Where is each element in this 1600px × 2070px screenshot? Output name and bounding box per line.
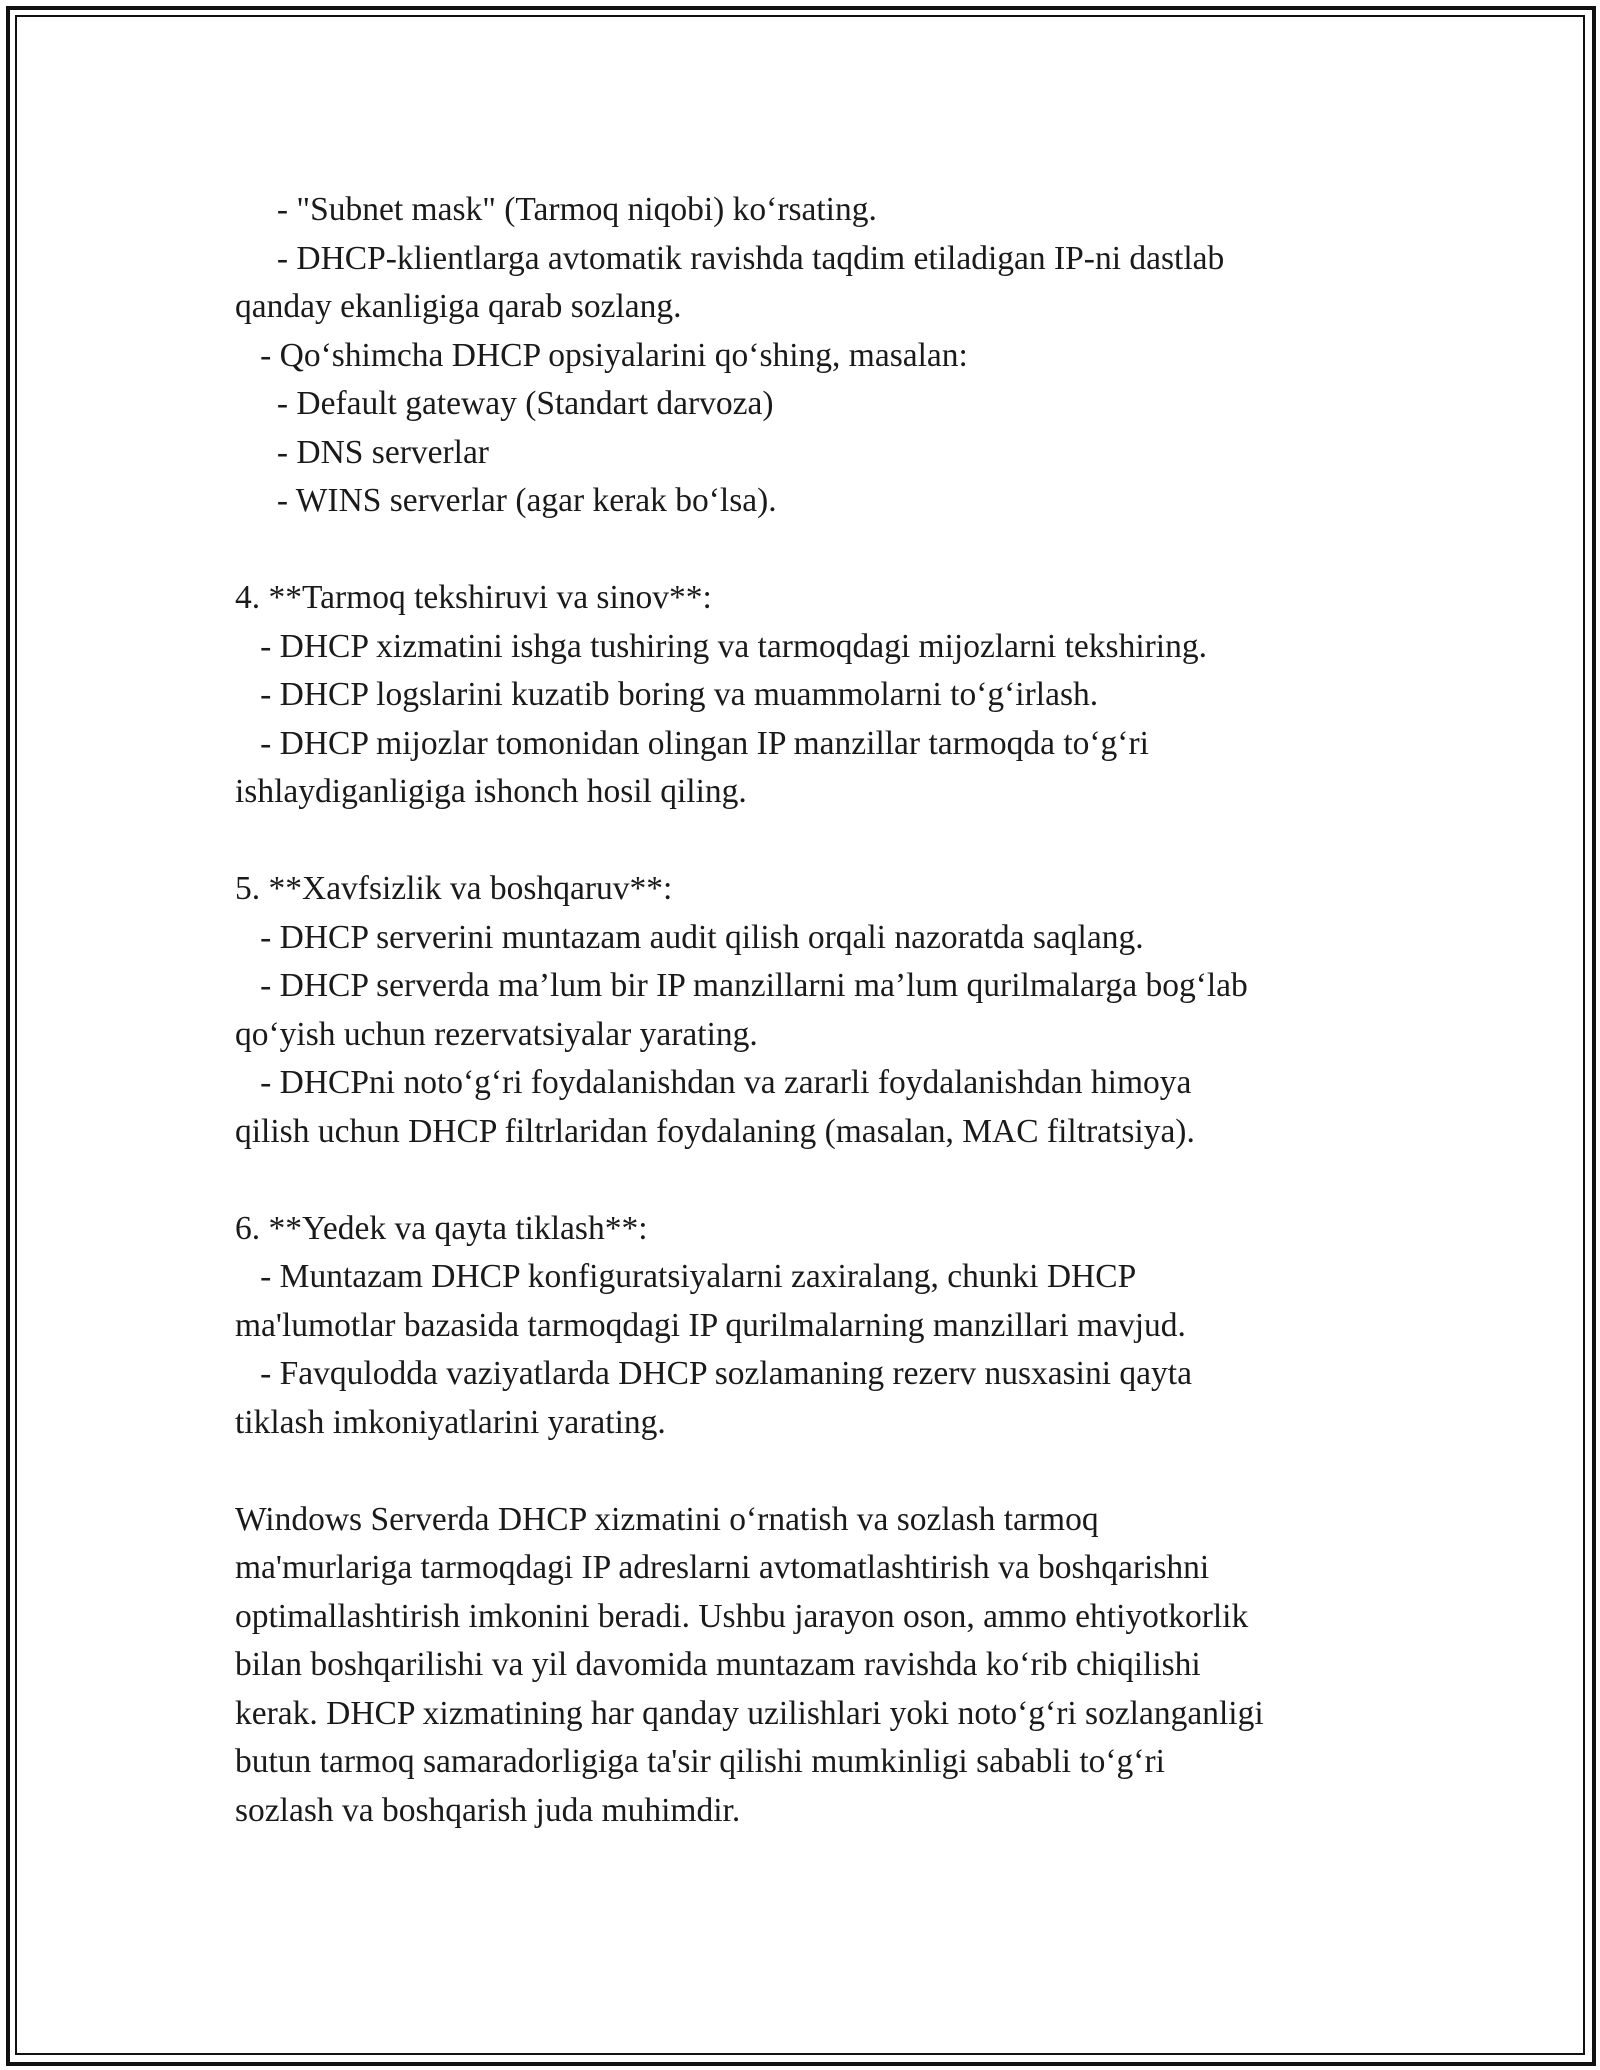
conclusion-line: butun tarmoq samaradorligiga ta'sir qilishi mumkinligi sababli to‘g‘ri xyxy=(235,1743,1165,1780)
text-line: qilish uchun DHCP filtrlaridan foydalaning (masalan, MAC filtratsiya). xyxy=(235,1112,1195,1150)
text-line: - DHCP-klientlarga avtomatik ravishda taqdim etiladigan IP-ni dastlab xyxy=(235,239,1225,277)
text-line: - Favqulodda vaziyatlarda DHCP sozlamaning rezerv nusxasini qayta xyxy=(235,1355,1192,1392)
section-heading: 6. **Yedek va qayta tiklash**: xyxy=(235,1209,648,1247)
conclusion-line: sozlash va boshqarish juda muhimdir. xyxy=(235,1791,741,1829)
text-line: - WINS serverlar (agar kerak bo‘lsa). xyxy=(235,482,777,519)
text-line: qanday ekanligiga qarab sozlang. xyxy=(235,288,682,325)
text-line: - DHCP xizmatini ishga tushiring va tarmoqdagi mijozlarni tekshiring. xyxy=(235,627,1207,665)
text-line: - DHCP mijozlar tomonidan olingan IP manzillar tarmoqda to‘g‘ri xyxy=(235,724,1149,762)
blank-line xyxy=(235,1447,1385,1496)
text-line: - Default gateway (Standart darvoza) xyxy=(235,385,774,422)
text-line: - DHCP logslarini kuzatib boring va muammolarni to‘g‘irlash. xyxy=(235,676,1099,713)
conclusion-line: optimallashtirish imkonini beradi. Ushbu jarayon oson, ammo ehtiyotkorlik xyxy=(235,1597,1249,1635)
text-line: - DHCPni noto‘g‘ri foydalanishdan va zararli foydalanishdan himoya xyxy=(235,1064,1192,1101)
section-heading: 4. **Tarmoq tekshiruvi va sinov**: xyxy=(235,579,712,616)
conclusion-line: kerak. DHCP xizmatining har qanday uzilishlari yoki noto‘g‘ri sozlanganligi xyxy=(235,1694,1264,1732)
blank-line xyxy=(235,526,1385,575)
conclusion-line: Windows Serverda DHCP xizmatini o‘rnatish va sozlash tarmoq xyxy=(235,1500,1099,1538)
text-line: - Qo‘shimcha DHCP opsiyalarini qo‘shing, masalan: xyxy=(235,336,968,374)
text-line: - "Subnet mask" (Tarmoq niqobi) ko‘rsating. xyxy=(235,191,877,228)
conclusion-line: ma'murlariga tarmoqdagi IP adreslarni avtomatlashtirish va boshqarishni xyxy=(235,1549,1210,1586)
text-line: ma'lumotlar bazasida tarmoqdagi IP qurilmalarning manzillari mavjud. xyxy=(235,1306,1186,1344)
text-line: tiklash imkoniyatlarini yarating. xyxy=(235,1403,666,1441)
document-body xyxy=(235,186,1385,1835)
blank-line xyxy=(235,817,1385,866)
conclusion-line: bilan boshqarilishi va yil davomida muntazam ravishda ko‘rib chiqilishi xyxy=(235,1646,1201,1683)
text-line: ishlaydiganligiga ishonch hosil qiling. xyxy=(235,773,747,810)
blank-line xyxy=(235,1156,1385,1205)
section-heading: 5. **Xavfsizlik va boshqaruv**: xyxy=(235,870,673,907)
text-line: qo‘yish uchun rezervatsiyalar yarating. xyxy=(235,1015,758,1053)
text-line: - DHCP serverini muntazam audit qilish orqali nazoratda saqlang. xyxy=(235,918,1144,956)
text-line: - Muntazam DHCP konfiguratsiyalarni zaxiralang, chunki DHCP xyxy=(235,1258,1137,1295)
text-line: - DNS serverlar xyxy=(235,433,489,471)
text-line: - DHCP serverda ma’lum bir IP manzillarni ma’lum qurilmalarga bog‘lab xyxy=(235,967,1248,1004)
